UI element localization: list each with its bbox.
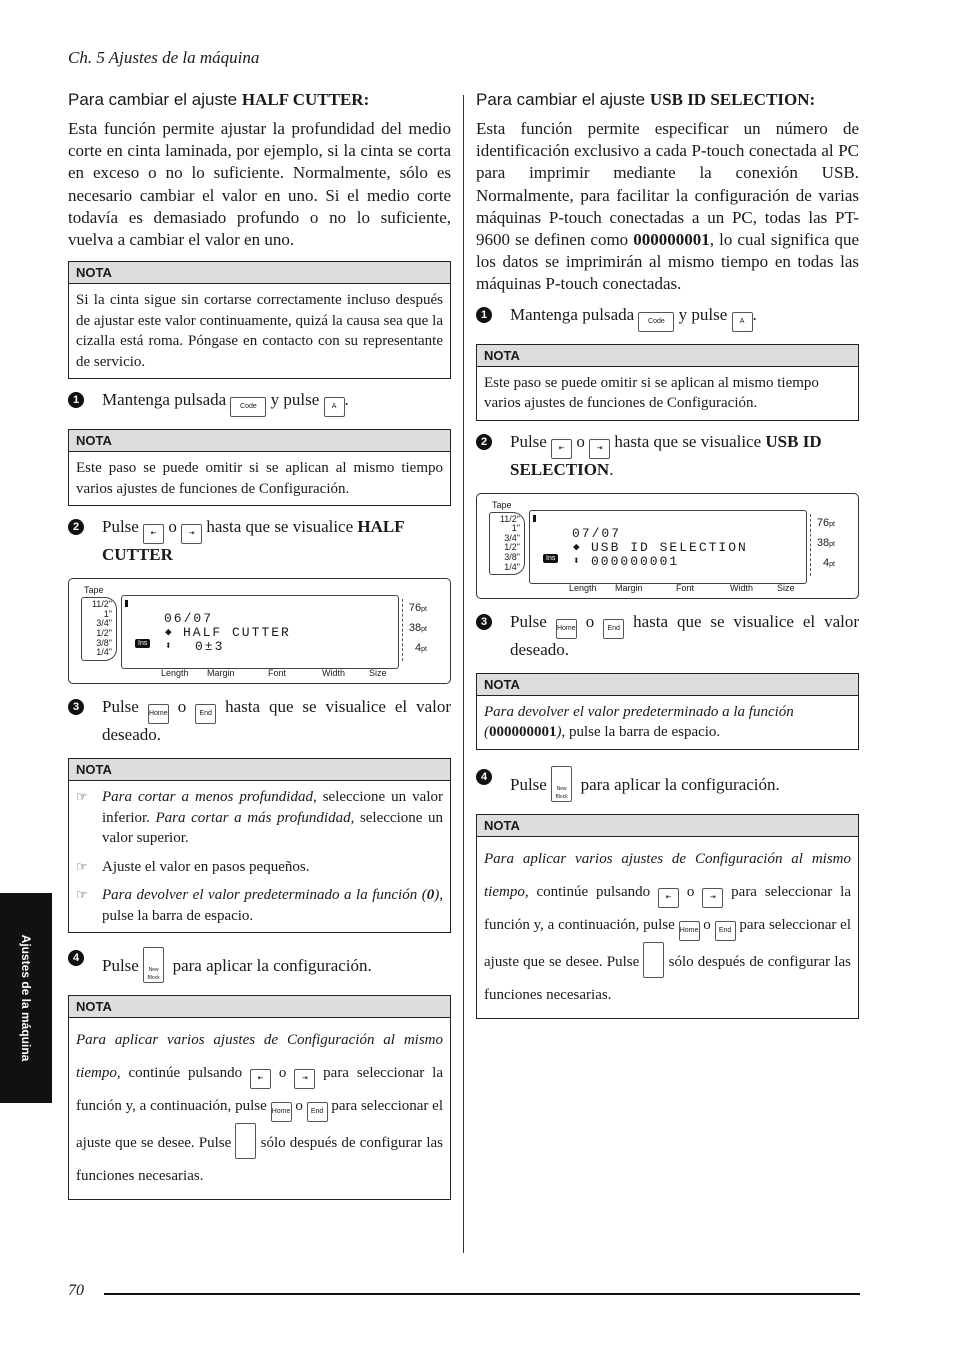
tab-back-key-icon: ⇤ xyxy=(250,1069,271,1089)
note-text-part: para seleccionar el ajuste que se desee. Pulse xyxy=(484,916,852,970)
step-text: Mantenga pulsada xyxy=(102,390,227,410)
left-column xyxy=(68,90,451,1210)
heading-bold: USB ID SELECTION: xyxy=(649,90,816,109)
indicator-length: Length xyxy=(569,582,597,593)
ruler-mark: 1" xyxy=(103,608,112,619)
lcd-divider xyxy=(810,514,812,576)
tab-back-key-icon: ⇤ xyxy=(658,888,679,908)
note-box xyxy=(68,429,451,506)
ruler-mark: 3/4" xyxy=(504,532,520,543)
lcd-tape-label: Tape xyxy=(492,499,512,510)
page-number: 70 xyxy=(68,1282,84,1299)
step-bold: USB ID SELECTION xyxy=(510,431,822,479)
pt-value: 4 xyxy=(415,642,422,655)
ruler-mark: 1/2" xyxy=(96,628,112,638)
pt-unit: pt xyxy=(829,540,835,548)
pt-value: 38 xyxy=(408,622,422,635)
step-text: o xyxy=(177,697,187,717)
a-key-icon: A xyxy=(324,397,345,417)
ruler-mark: 3/8" xyxy=(504,552,520,562)
lcd-cursor xyxy=(125,600,128,607)
note-box xyxy=(476,673,859,750)
note-text-part: para seleccionar el ajuste que se desee. Pulse xyxy=(76,1098,444,1152)
pt-value: 76 xyxy=(408,602,422,615)
usb-id-heading xyxy=(476,90,859,110)
step-text: o xyxy=(168,517,177,537)
note-text-part: sólo después de configurar las funciones necesarias. xyxy=(76,1135,443,1185)
note-text xyxy=(477,696,858,749)
lcd-line-2: HALF CUTTER xyxy=(183,625,291,641)
lcd-tape-ruler xyxy=(81,597,117,661)
step-text: y pulse xyxy=(678,304,728,324)
note-text-part: o xyxy=(679,883,703,900)
indicator-margin: Margin xyxy=(615,582,643,593)
intro-bold: 000000001 xyxy=(633,230,710,250)
step-number: 4 xyxy=(68,950,84,966)
right-column xyxy=(476,90,859,1029)
pt-value: 76 xyxy=(816,516,830,529)
note-text: Si la cinta sigue sin cortarse correctamente incluso después de ajustar este valor continuamente, quizá la causa sea que la cizalla está roma. Póngase en contacto con su representante de servicio. xyxy=(76,292,443,370)
note-box xyxy=(476,344,859,421)
note-bullets xyxy=(69,781,450,932)
note-bullet xyxy=(76,787,443,849)
bullet-text: Para cortar a menos profundidad, xyxy=(102,789,317,806)
note-text-part: para seleccionar la función y, a continuación, pulse xyxy=(76,1065,443,1115)
indicator-font: Font xyxy=(676,582,695,593)
step-text: o xyxy=(585,611,595,631)
step-number: 2 xyxy=(476,434,492,450)
footer-rule xyxy=(104,1293,860,1295)
new-block-key-icon xyxy=(143,947,164,983)
note-box xyxy=(68,261,451,379)
note-text-part: continúe pulsando xyxy=(528,883,659,900)
end-key-icon: End xyxy=(603,619,624,639)
half-cutter-intro: Esta función permite ajustar la profundidad del medio corte en cinta laminada, por ejemplo, si la cinta se corta en exceso o no lo suficiente. Normalmente, sólo es necesario cambiar el valor en uno. Si el medio corte todavía es demasiado profundo o no lo suficiente, vuelva a cambiar el valor en uno. xyxy=(68,119,451,250)
step-bold: HALF CUTTER xyxy=(102,517,404,565)
step-text: Pulse xyxy=(102,956,139,976)
indicator-margin: Margin xyxy=(207,668,235,679)
note-box xyxy=(476,814,859,1019)
lcd-ins-badge: Ins xyxy=(543,554,558,563)
lcd-line-1: 06/07 xyxy=(164,611,214,627)
lcd-tape-label: Tape xyxy=(84,585,104,596)
note-title: NOTA xyxy=(69,430,450,452)
note-box xyxy=(68,758,451,933)
note-text-part: sólo después de configurar las funciones necesarias. xyxy=(484,953,851,1003)
step-text: o xyxy=(576,431,585,451)
bullet-text: seleccione un valor superior. xyxy=(102,809,443,847)
ruler-mark: 1" xyxy=(511,523,520,534)
ruler-mark: 3/4" xyxy=(96,618,112,629)
note-text: Este paso se puede omitir si se aplican al mismo tiempo varios ajustes de funciones de Configuración. xyxy=(484,374,819,412)
lcd-cursor xyxy=(533,515,536,522)
pt-value: 38 xyxy=(816,536,830,549)
side-tab-label: Ajustes de la máquina xyxy=(19,934,33,1062)
step-text: Pulse xyxy=(510,611,547,631)
tab-back-key-icon: ⇤ xyxy=(551,439,572,459)
intro-text: , lo cual significa que los datos se imprimirán al mismo tiempo en todas las máquinas P-touch conectadas. xyxy=(476,230,859,294)
note-text-part: o xyxy=(271,1065,295,1082)
step-2 xyxy=(476,431,859,481)
home-key-icon: Home xyxy=(679,921,700,941)
indicator-size: Size xyxy=(369,668,387,679)
note-title: NOTA xyxy=(69,759,450,781)
step-text: hasta que se visualice xyxy=(614,431,762,451)
ruler-mark: 11/2" xyxy=(499,513,520,524)
lcd-updown-icon: ◆ xyxy=(165,627,174,640)
note-title: NOTA xyxy=(477,674,858,696)
step-text: y pulse xyxy=(270,390,320,410)
bullet-text: Para cortar a más profundidad, xyxy=(155,809,355,826)
step-4 xyxy=(476,766,859,802)
bullet-text: seleccione un valor inferior. xyxy=(102,789,443,826)
new-block-key-icon xyxy=(643,942,664,978)
code-key-icon: Code xyxy=(230,397,266,417)
side-tab xyxy=(0,893,52,1103)
indicator-size: Size xyxy=(777,582,795,593)
ruler-mark: 1/4" xyxy=(96,647,112,658)
step-text: hasta que se visualice el valor deseado. xyxy=(510,611,860,659)
ruler-mark: 1/4" xyxy=(504,561,520,572)
step-3 xyxy=(476,611,859,661)
usb-id-intro xyxy=(476,118,859,296)
pt-value: 4 xyxy=(823,556,830,569)
step-text: Pulse xyxy=(102,517,139,537)
step-number: 2 xyxy=(68,519,84,535)
note-title: NOTA xyxy=(69,262,450,284)
tab-forward-key-icon: ⇥ xyxy=(702,888,723,908)
note-text-part: , pulse la barra de espacio. xyxy=(561,724,721,741)
pt-unit: pt xyxy=(829,560,835,568)
lcd-line-2: USB ID SELECTION xyxy=(591,539,748,555)
home-key-icon: Home xyxy=(148,704,169,724)
home-key-icon: Home xyxy=(556,619,577,639)
lcd-divider xyxy=(402,599,404,661)
bullet-text: Ajuste el valor en pasos pequeños. xyxy=(102,858,310,875)
step-text: Pulse xyxy=(510,431,547,451)
note-text xyxy=(477,837,858,1018)
note-bold: 000000001 xyxy=(489,724,557,741)
step-text: . xyxy=(609,459,614,479)
key-label: New Block xyxy=(147,967,160,982)
lcd-ins-badge: Ins xyxy=(135,639,150,648)
tab-forward-key-icon: ⇥ xyxy=(589,439,610,459)
pointing-hand-icon: ☞ xyxy=(76,887,88,903)
note-text-part: o xyxy=(295,1098,307,1115)
note-text-part: continúe pulsando xyxy=(120,1065,251,1082)
note-text-part: para seleccionar la función y, a continuación, pulse xyxy=(484,883,851,933)
indicator-length: Length xyxy=(161,668,189,679)
bullet-text: Para devolver el valor predeterminado a la función ( xyxy=(102,887,427,904)
column-divider xyxy=(463,95,464,1253)
bullet-text: ) xyxy=(434,887,440,904)
half-cutter-heading xyxy=(68,90,451,110)
step-number: 4 xyxy=(476,769,492,785)
step-text: Mantenga pulsada xyxy=(510,304,635,324)
lcd-updown-icon: ◆ xyxy=(573,541,582,554)
step-3 xyxy=(68,696,451,746)
bullet-bold: 0 xyxy=(426,887,435,904)
pt-unit: pt xyxy=(421,646,427,654)
note-text xyxy=(69,1018,450,1199)
home-key-icon: Home xyxy=(271,1102,292,1122)
step-text: . xyxy=(752,304,757,324)
tab-forward-key-icon: ⇥ xyxy=(181,524,202,544)
heading-prefix: Para cambiar el ajuste xyxy=(68,90,242,109)
note-italic: Para aplicar varios ajustes de Configuración al mismo tiempo, xyxy=(76,1032,443,1082)
intro-text: Esta función permite especificar un número de identificación exclusivo a cada P-touch conectada al PC para imprimir mediante la conexión USB. Normalmente, para facilitar la configuración de varias máquinas P-touch conectadas a un PC, todas las PT-9600 se definen como xyxy=(476,119,859,250)
step-text: Pulse xyxy=(102,697,139,717)
note-title: NOTA xyxy=(477,345,858,367)
tab-forward-key-icon: ⇥ xyxy=(294,1069,315,1089)
lcd-pt-scale xyxy=(815,514,835,574)
lcd-line-1: 07/07 xyxy=(572,525,622,541)
step-2 xyxy=(68,516,451,566)
step-number: 1 xyxy=(476,307,492,323)
pointing-hand-icon: ☞ xyxy=(76,858,88,874)
end-key-icon: End xyxy=(307,1102,328,1122)
pt-unit: pt xyxy=(421,606,427,614)
chapter-title: Ch. 5 Ajustes de la máquina xyxy=(68,48,260,67)
heading-prefix: Para cambiar el ajuste xyxy=(476,90,650,109)
tab-back-key-icon: ⇤ xyxy=(143,524,164,544)
lcd-indicator-labels xyxy=(69,668,450,680)
step-text: para aplicar la configuración. xyxy=(580,774,780,794)
note-bullet xyxy=(76,885,443,926)
note-box xyxy=(68,995,451,1200)
step-text: . xyxy=(344,390,349,410)
step-text: hasta que se visualice xyxy=(206,517,354,537)
indicator-width: Width xyxy=(730,582,754,593)
note-italic: Para devolver el valor predeterminado a la función ( xyxy=(484,703,794,741)
lcd-display xyxy=(68,578,451,684)
a-key-icon: A xyxy=(732,312,753,332)
step-text: hasta que se visualice el valor deseado. xyxy=(102,697,452,745)
bullet-text: , pulse la barra de espacio. xyxy=(102,887,443,924)
pt-unit: pt xyxy=(829,520,835,528)
end-key-icon: End xyxy=(195,704,216,724)
pt-unit: pt xyxy=(421,626,427,634)
note-italic: ) xyxy=(556,724,562,741)
note-text-part: o xyxy=(699,916,715,933)
lcd-updown-icon: ⬍ xyxy=(165,641,174,654)
lcd-display xyxy=(476,493,859,599)
lcd-updown-icon: ⬍ xyxy=(573,555,582,568)
note-title: NOTA xyxy=(69,996,450,1018)
step-1 xyxy=(476,304,859,332)
lcd-pt-scale xyxy=(407,599,427,659)
note-title: NOTA xyxy=(477,815,858,837)
step-number: 3 xyxy=(68,699,84,715)
ruler-mark: 11/2" xyxy=(91,599,112,610)
step-text: Pulse xyxy=(510,774,547,794)
step-text: para aplicar la configuración. xyxy=(172,956,372,976)
step-number: 1 xyxy=(68,392,84,408)
lcd-line-3: 000000001 xyxy=(591,553,680,569)
end-key-icon: End xyxy=(715,921,736,941)
note-bullet xyxy=(76,857,443,878)
note-text: Este paso se puede omitir si se aplican al mismo tiempo varios ajustes de funciones de Configuración. xyxy=(76,460,443,497)
new-block-key-icon xyxy=(235,1123,256,1159)
ruler-mark: 1/2" xyxy=(504,542,520,553)
step-4 xyxy=(68,947,451,983)
step-number: 3 xyxy=(476,614,492,630)
indicator-width: Width xyxy=(322,668,346,679)
key-label: New Block xyxy=(555,785,568,800)
step-1 xyxy=(68,389,451,417)
lcd-line-3: 0±3 xyxy=(195,639,225,655)
code-key-icon: Code xyxy=(638,312,674,332)
ruler-mark: 3/8" xyxy=(96,637,112,648)
indicator-font: Font xyxy=(268,668,287,679)
note-italic: Para aplicar varios ajustes de Configuración al mismo tiempo, xyxy=(484,850,851,900)
lcd-indicator-labels xyxy=(477,583,858,595)
lcd-tape-ruler xyxy=(489,512,525,576)
heading-bold: HALF CUTTER: xyxy=(241,90,370,109)
pointing-hand-icon: ☞ xyxy=(76,789,88,805)
new-block-key-icon xyxy=(551,766,572,802)
